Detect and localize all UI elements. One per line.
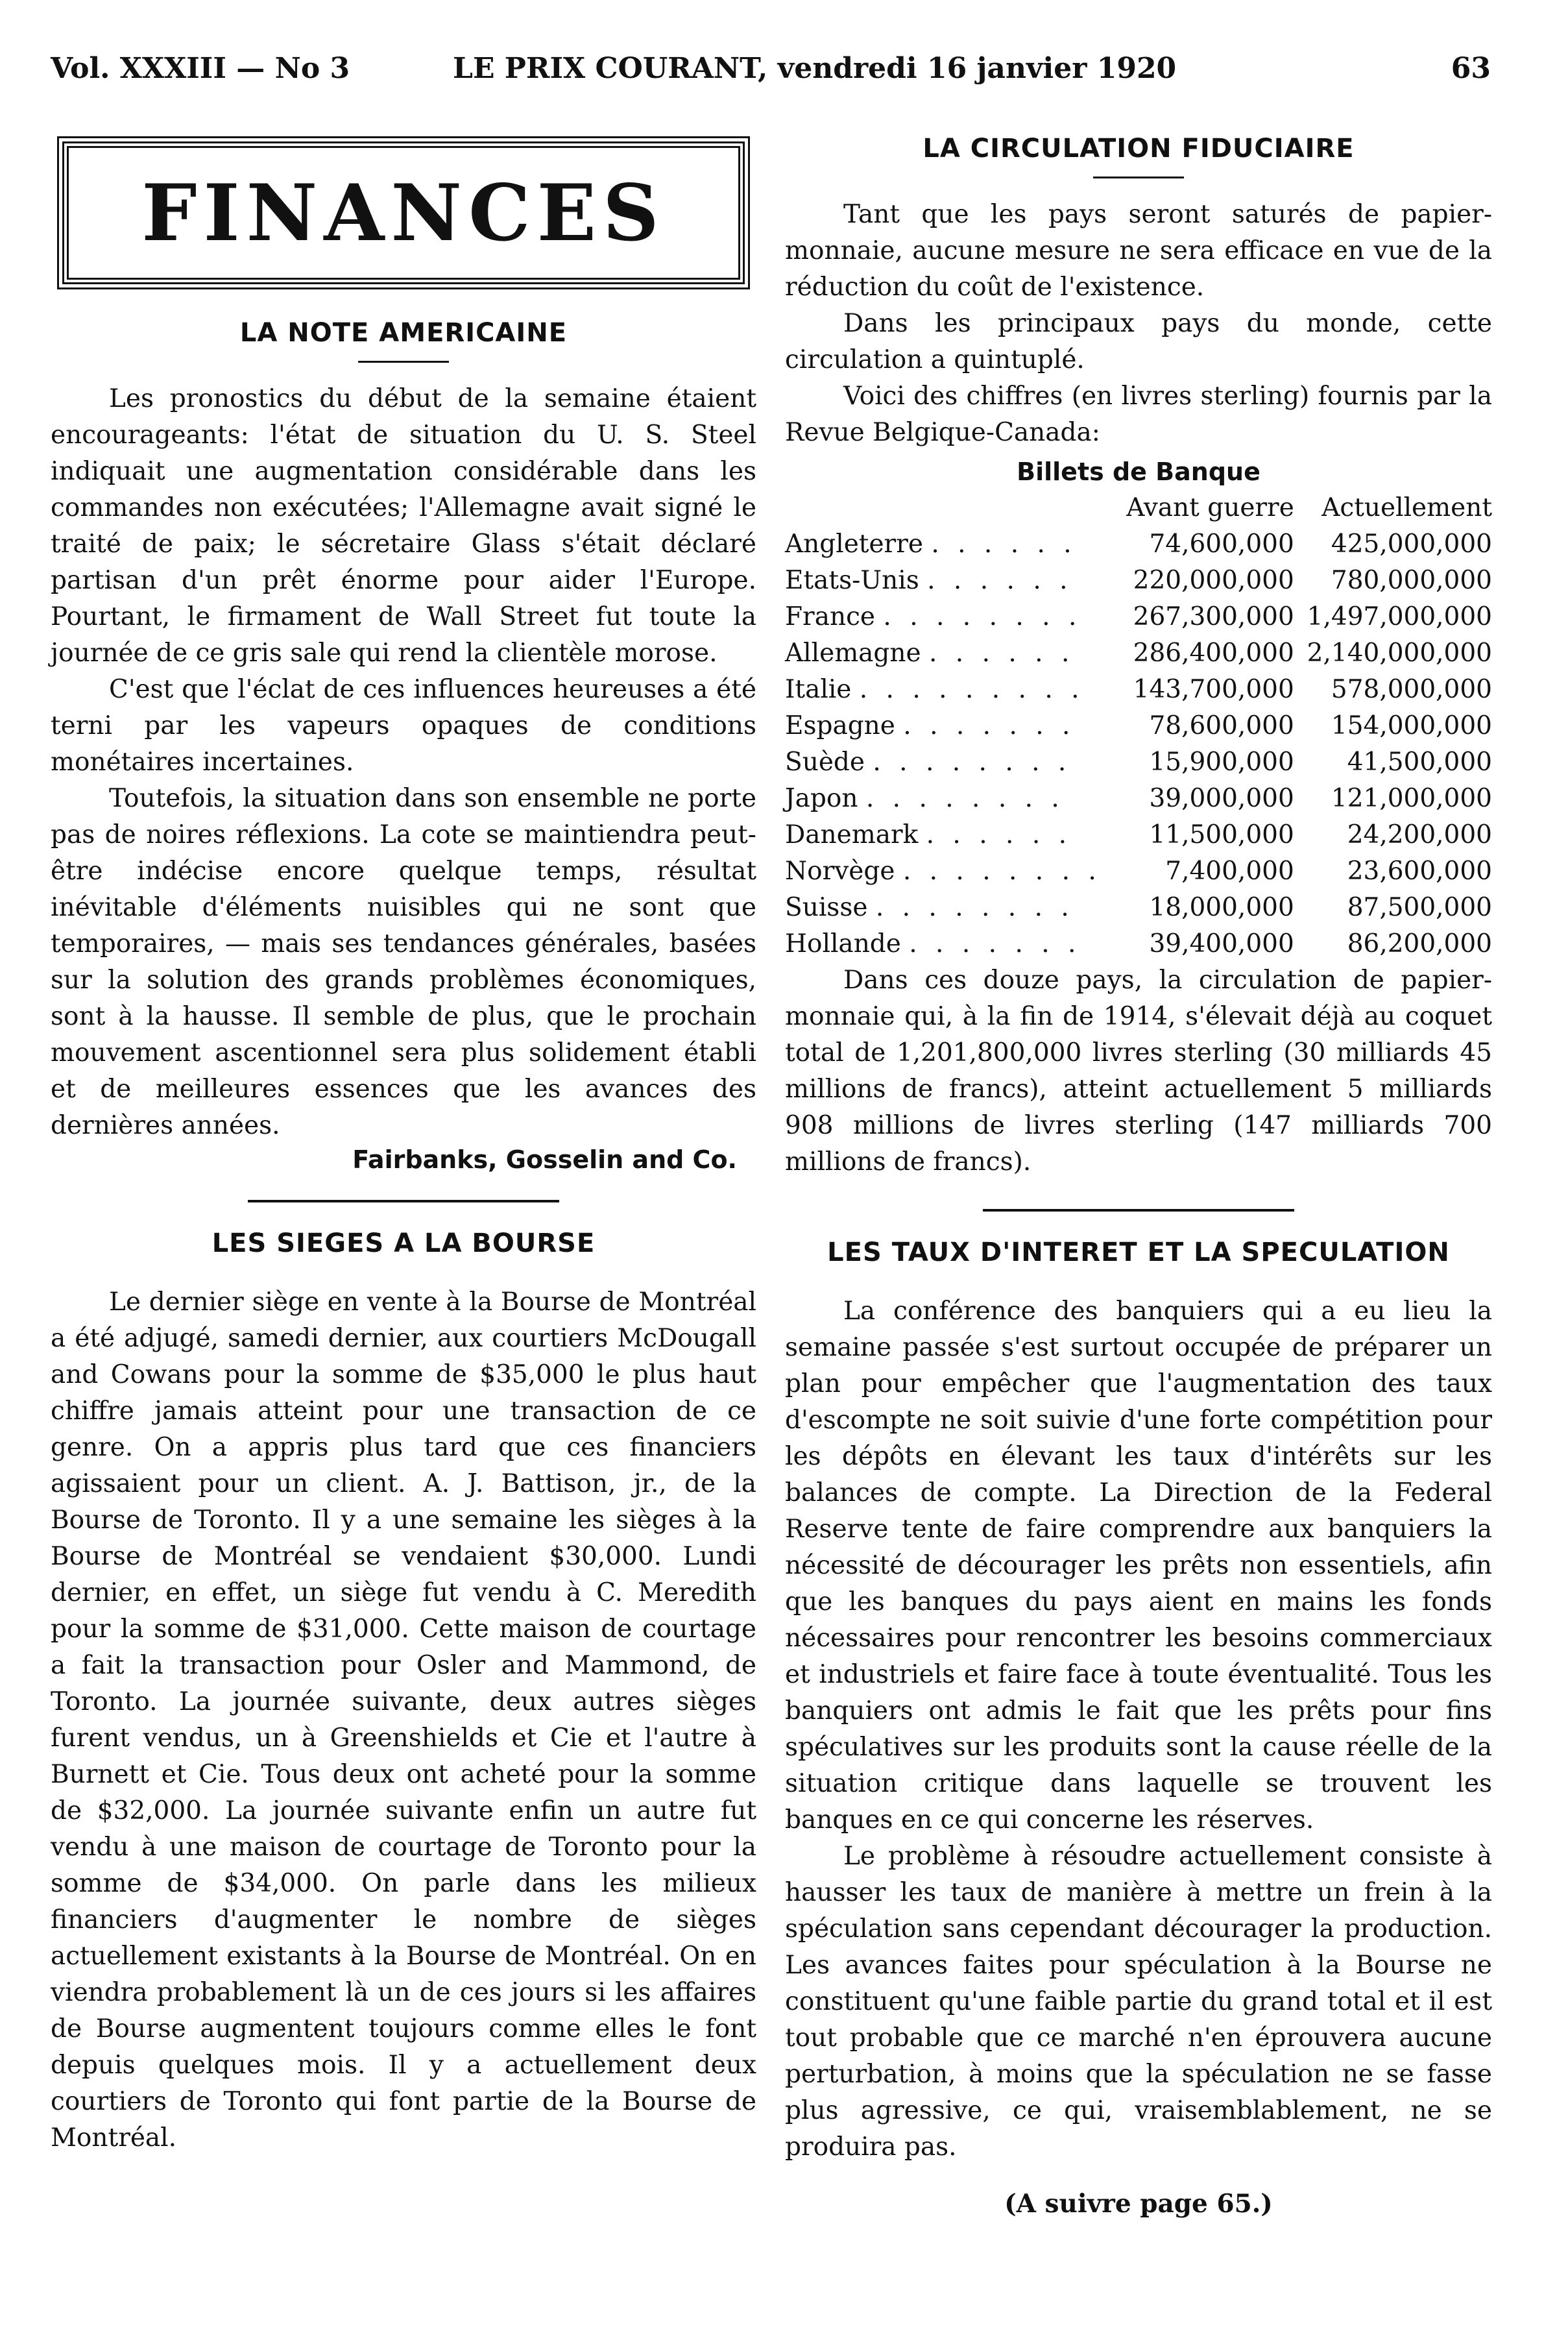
leader-dots: . . . . . . . . . — [859, 675, 1085, 704]
before-war-value: 18,000,000 — [1149, 893, 1294, 922]
leader-dots: . . . . . . . — [903, 711, 1076, 740]
leader-dots: . . . . . . — [931, 530, 1077, 559]
taux-paragraph: Le problème à résoudre actuellement consiste à hausser les taux de manière à mettre un frein à la spéculation sans cependant décourager la production. Les avances faites pour spéculation à la Bourse ne constituent qu'une faible partie du grand total et il est tout probable que ce marché n'en éprouvera aucune perturbation, à moins que la spéculation ne se fasse plus agressive, ce qui, vraisemblablement, ne se produira pas. — [785, 1842, 1492, 2162]
before-war-header: Avant guerre — [1126, 493, 1294, 522]
circulation-paragraph: Tant que les pays seront saturés de papier-monnaie, aucune mesure ne sera efficace en vue de la réduction du coût de l'existence. — [785, 200, 1492, 302]
before-war-value: 11,500,000 — [1149, 820, 1294, 849]
country-name: France — [785, 602, 875, 631]
country-cell — [785, 526, 1110, 563]
before-war-value: 74,600,000 — [1149, 530, 1294, 559]
country-cell — [785, 708, 1110, 744]
leader-dots: . . . . . . — [926, 820, 1072, 849]
country-name: Danemark — [785, 820, 919, 849]
leader-dots: . . . . . . . . — [902, 857, 1102, 886]
continued-note: (A suivre page 65.) — [1004, 2189, 1273, 2219]
current-value: 578,000,000 — [1331, 675, 1492, 704]
leader-dots: . . . . . . . . — [865, 784, 1065, 813]
leader-dots: . . . . . . — [927, 566, 1073, 595]
bills-table-title: Billets de Banque — [1017, 457, 1260, 486]
table-row — [785, 563, 1492, 599]
table-row — [785, 817, 1492, 853]
finances-masthead — [62, 141, 745, 284]
country-name: Japon — [785, 784, 858, 813]
leader-dots: . . . . . . . . — [883, 602, 1082, 631]
table-row — [785, 744, 1492, 781]
table-row — [785, 926, 1492, 962]
note-signature: Fairbanks, Gosselin and Co. — [352, 1145, 737, 1174]
country-name: Etats-Unis — [785, 566, 919, 595]
sieges-paragraph: Le dernier siège en vente à la Bourse de Montréal a été adjugé, samedi dernier, aux courtiers McDougall and Cowans pour la somme de $35,000 le plus haut chiffre jamais atteint pour une transaction de ce genre. On a appris plus tard que ces financiers agissaient pour un client. A. J. Battison, jr., de la Bourse de Toronto. Il y a une semaine les sièges à la Bourse de Montréal se vendaient $30,000. Lundi dernier, en effet, un siège fut vendu à C. Meredith pour la somme de $31,000. Cette maison de courtage a fait la transaction pour Osler and Mammond, de Toronto. La journée suivante, deux autres sièges furent vendus, un à Greenshields et Cie et l'autre à Burnett et Cie. Tous deux ont acheté pour la somme de $32,000. La journée suivante enfin un autre fut vendu à une maison de courtage de Toronto pour la somme de $34,000. On parle dans les milieux financiers d'augmenter le nombre de sièges actuellement existants à la Bourse de Montréal. On en viendra probablement là un de ces jours si les affaires de Bourse augmentent toujours comme elles le font depuis quelques mois. Il y a actuellement deux courtiers de Toronto qui font partie de la Bourse de Montréal. — [51, 1287, 756, 2153]
page-header — [51, 52, 1491, 104]
country-cell — [785, 563, 1110, 599]
current-value: 86,200,000 — [1347, 929, 1492, 958]
country-name: Angleterre — [785, 530, 923, 559]
circulation-title: LA CIRCULATION FIDUCIAIRE — [923, 134, 1355, 164]
table-row — [785, 890, 1492, 926]
before-war-value: 7,400,000 — [1165, 857, 1294, 886]
table-row — [785, 672, 1492, 708]
right-column — [785, 130, 1492, 2244]
country-cell — [785, 926, 1110, 962]
current-value: 780,000,000 — [1331, 566, 1492, 595]
table-row — [785, 599, 1492, 635]
note-paragraph: Les pronostics du début de la semaine étaient encourageants: l'état de situation du U. S. Steel indiquait une augmentation considérable dans les commandes non exécutées; l'Allemagne avait signé le traité de paix; le sécretaire Glass s'était déclaré partisan d'un prêt énorme pour aider l'Europe. Pourtant, le firmament de Wall Street fut toute la journée de ce gris sale qui rend la clientèle morose. — [51, 384, 756, 668]
current-value: 425,000,000 — [1331, 530, 1492, 559]
leader-dots: . . . . . . . . — [875, 893, 1074, 922]
country-cell — [785, 599, 1110, 635]
before-war-value: 220,000,000 — [1133, 566, 1294, 595]
country-cell — [785, 853, 1110, 890]
publication-title: LE PRIX COURANT, vendredi 16 janvier 1920 — [453, 52, 1177, 85]
current-value: 154,000,000 — [1331, 711, 1492, 740]
section-divider — [983, 1209, 1294, 1212]
table-row — [785, 781, 1492, 817]
section-divider — [248, 1200, 559, 1202]
note-paragraph: Toutefois, la situation dans son ensemble ne porte pas de noires réflexions. La cote se maintiendra peut-être indécise encore quelque temps, résultat inévitable d'éléments nuisibles qui ne sont que temporaires, — mais ses tendances générales, basées sur la solution des grands problèmes économiques, sont à la hausse. Il semble de plus, que le prochain mouvement ascentionnel sera plus solidement établi et de meilleures essences que les avances des dernières années. — [51, 784, 756, 1140]
note-americaine-title: LA NOTE AMERICAINE — [239, 318, 568, 348]
current-value: 24,200,000 — [1347, 820, 1492, 849]
country-cell — [785, 890, 1110, 926]
before-war-value: 39,400,000 — [1149, 929, 1294, 958]
country-cell — [785, 781, 1110, 817]
country-cell — [785, 635, 1110, 672]
country-name: Hollande — [785, 929, 901, 958]
before-war-value: 267,300,000 — [1133, 602, 1294, 631]
taux-paragraph: La conférence des banquiers qui a eu lieu la semaine passée s'est surtout occupée de préparer un plan pour empêcher que l'augmentation des taux d'escompte ne soit suivie d'une forte compétition pour les dépôts en élevant les taux d'intérêts sur les balances de compte. La Direction de la Federal Reserve tente de faire comprendre aux banquiers la nécessité de décourager les prêts non essentiels, afin que les banques du pays aient en mains les fonds nécessaires pour rencontrer les besoins commerciaux et industriels et faire face à toute éventualité. Tous les banquiers ont admis le fait que les prêts pour fins spéculatives sur les produits sont la cause réelle de la situation critique dans laquelle se trouvent les banques en ce qui concerne les réserves. — [785, 1297, 1492, 1835]
country-name: Suède — [785, 748, 865, 777]
country-cell — [785, 672, 1110, 708]
table-row — [785, 853, 1492, 890]
before-war-value: 143,700,000 — [1133, 675, 1294, 704]
leader-dots: . . . . . . . . — [873, 748, 1072, 777]
country-cell — [785, 817, 1110, 853]
volume-number: Vol. XXXIII — No 3 — [51, 52, 350, 85]
before-war-value: 78,600,000 — [1149, 711, 1294, 740]
country-name: Italie — [785, 675, 852, 704]
page-number: 63 — [1451, 52, 1491, 85]
current-value: 87,500,000 — [1347, 893, 1492, 922]
leader-dots: . . . . . . . — [909, 929, 1081, 958]
title-rule — [358, 361, 449, 363]
left-column — [51, 130, 756, 2156]
current-value: 41,500,000 — [1347, 748, 1492, 777]
current-value: 2,140,000,000 — [1307, 639, 1492, 668]
bills-table — [785, 490, 1492, 962]
country-header — [785, 490, 1110, 526]
country-name: Espagne — [785, 711, 895, 740]
sieges-bourse-title: LES SIEGES A LA BOURSE — [211, 1228, 596, 1258]
current-value: 121,000,000 — [1331, 784, 1492, 813]
leader-dots: . . . . . . — [929, 639, 1075, 668]
masthead-title: FINANCES — [141, 167, 666, 259]
note-paragraph: C'est que l'éclat de ces influences heureuses a été terni par les vapeurs opaques de conditions monétaires incertaines. — [51, 675, 756, 777]
table-row — [785, 526, 1492, 563]
taux-interet-title: LES TAUX D'INTERET ET LA SPECULATION — [827, 1238, 1450, 1267]
title-rule — [1093, 177, 1184, 178]
circulation-paragraph: Voici des chiffres (en livres sterling) fournis par la Revue Belgique-Canada: — [785, 382, 1492, 447]
current-value: 1,497,000,000 — [1307, 602, 1492, 631]
table-row — [785, 635, 1492, 672]
table-header-row — [785, 490, 1492, 526]
before-war-value: 15,900,000 — [1149, 748, 1294, 777]
circulation-closing: Dans ces douze pays, la circulation de papier-monnaie qui, à la fin de 1914, s'élevait déjà au coquet total de 1,201,800,000 livres sterling (30 milliards 45 millions de francs), atteint actuellement 5 milliards 908 millions de livres sterling (147 milliards 700 millions de francs). — [785, 966, 1492, 1177]
country-cell — [785, 744, 1110, 781]
country-name: Allemagne — [785, 639, 921, 668]
country-name: Norvège — [785, 857, 895, 886]
table-row — [785, 708, 1492, 744]
current-value: 23,600,000 — [1347, 857, 1492, 886]
circulation-paragraph: Dans les principaux pays du monde, cette circulation a quintuplé. — [785, 309, 1492, 374]
currently-header: Actuellement — [1321, 493, 1492, 522]
before-war-value: 286,400,000 — [1133, 639, 1294, 668]
before-war-value: 39,000,000 — [1149, 784, 1294, 813]
country-name: Suisse — [785, 893, 868, 922]
